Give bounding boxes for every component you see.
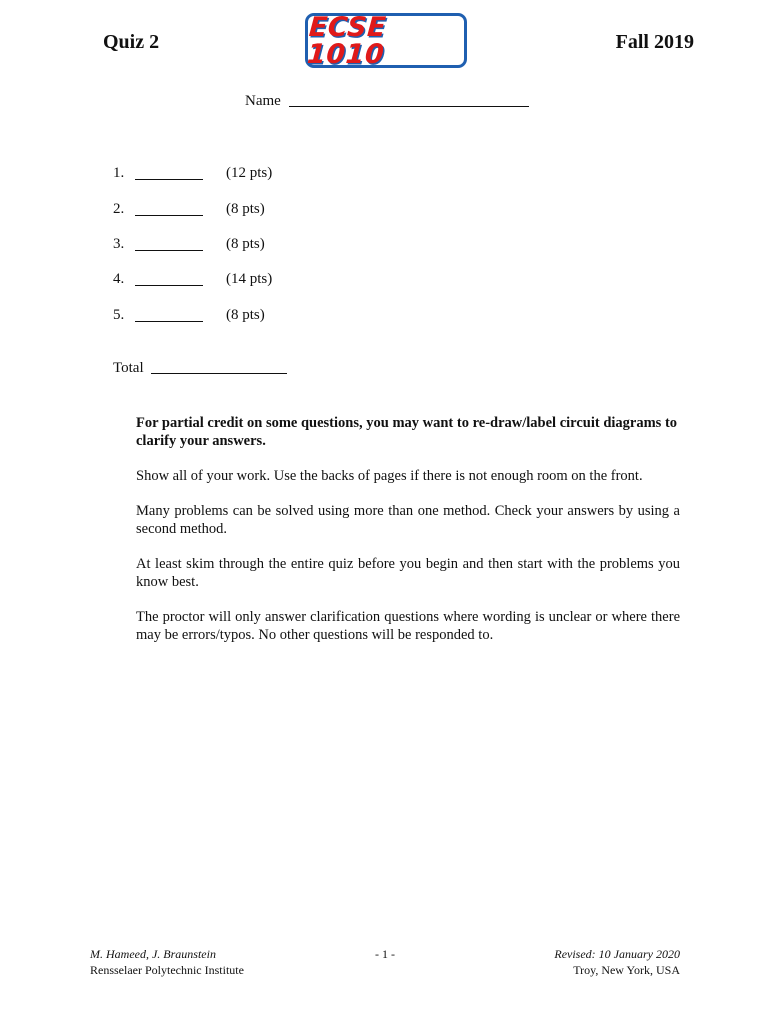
instruction-paragraph: For partial credit on some questions, you may want to re-draw/label circuit diagrams to clarify your answers. xyxy=(136,415,678,449)
score-blank-line[interactable] xyxy=(135,179,203,180)
question-number: 5. xyxy=(113,307,125,323)
footer-left xyxy=(90,946,244,978)
footer-institution: Rensselaer Polytechnic Institute xyxy=(90,963,244,977)
score-blank-line[interactable] xyxy=(135,285,203,286)
question-number: 2. xyxy=(113,201,125,217)
total-label: Total xyxy=(113,360,144,376)
score-blank-line[interactable] xyxy=(135,321,203,322)
question-points: (14 pts) xyxy=(226,271,273,287)
footer-location: Troy, New York, USA xyxy=(573,963,680,977)
question-points: (8 pts) xyxy=(226,236,265,252)
footer-authors: M. Hameed, J. Braunstein xyxy=(90,947,216,961)
score-blank-line[interactable] xyxy=(135,250,203,251)
course-logo xyxy=(305,13,467,68)
question-points: (12 pts) xyxy=(226,165,273,181)
name-blank-line[interactable] xyxy=(289,94,529,107)
question-number: 4. xyxy=(113,271,125,287)
name-label: Name xyxy=(245,93,281,109)
question-points: (8 pts) xyxy=(226,201,265,217)
score-blank-line[interactable] xyxy=(135,215,203,216)
total-field xyxy=(113,360,287,377)
question-number: 1. xyxy=(113,165,125,181)
term-label: Fall 2019 xyxy=(615,31,694,53)
instruction-paragraph: Many problems can be solved using more than one method. Check your answers by using a second method. xyxy=(136,503,680,537)
course-logo-text: ECSE 1010 xyxy=(305,11,388,70)
instruction-paragraph: At least skim through the entire quiz before you begin and then start with the problems you know best. xyxy=(136,556,680,590)
name-field xyxy=(245,93,529,110)
quiz-title: Quiz 2 xyxy=(103,31,160,53)
instruction-paragraph: The proctor will only answer clarification questions where wording is unclear or where there may be errors/typos. No other questions will be responded to. xyxy=(136,609,680,643)
footer-page-number: - 1 - xyxy=(375,947,395,961)
footer-revised: Revised: 10 January 2020 xyxy=(554,947,680,961)
question-number: 3. xyxy=(113,236,125,252)
instructions xyxy=(136,414,680,661)
instruction-paragraph: Show all of your work. Use the backs of pages if there is not enough room on the front. xyxy=(136,468,643,484)
footer-right xyxy=(554,946,680,978)
total-blank-line[interactable] xyxy=(151,361,287,374)
question-points: (8 pts) xyxy=(226,307,265,323)
